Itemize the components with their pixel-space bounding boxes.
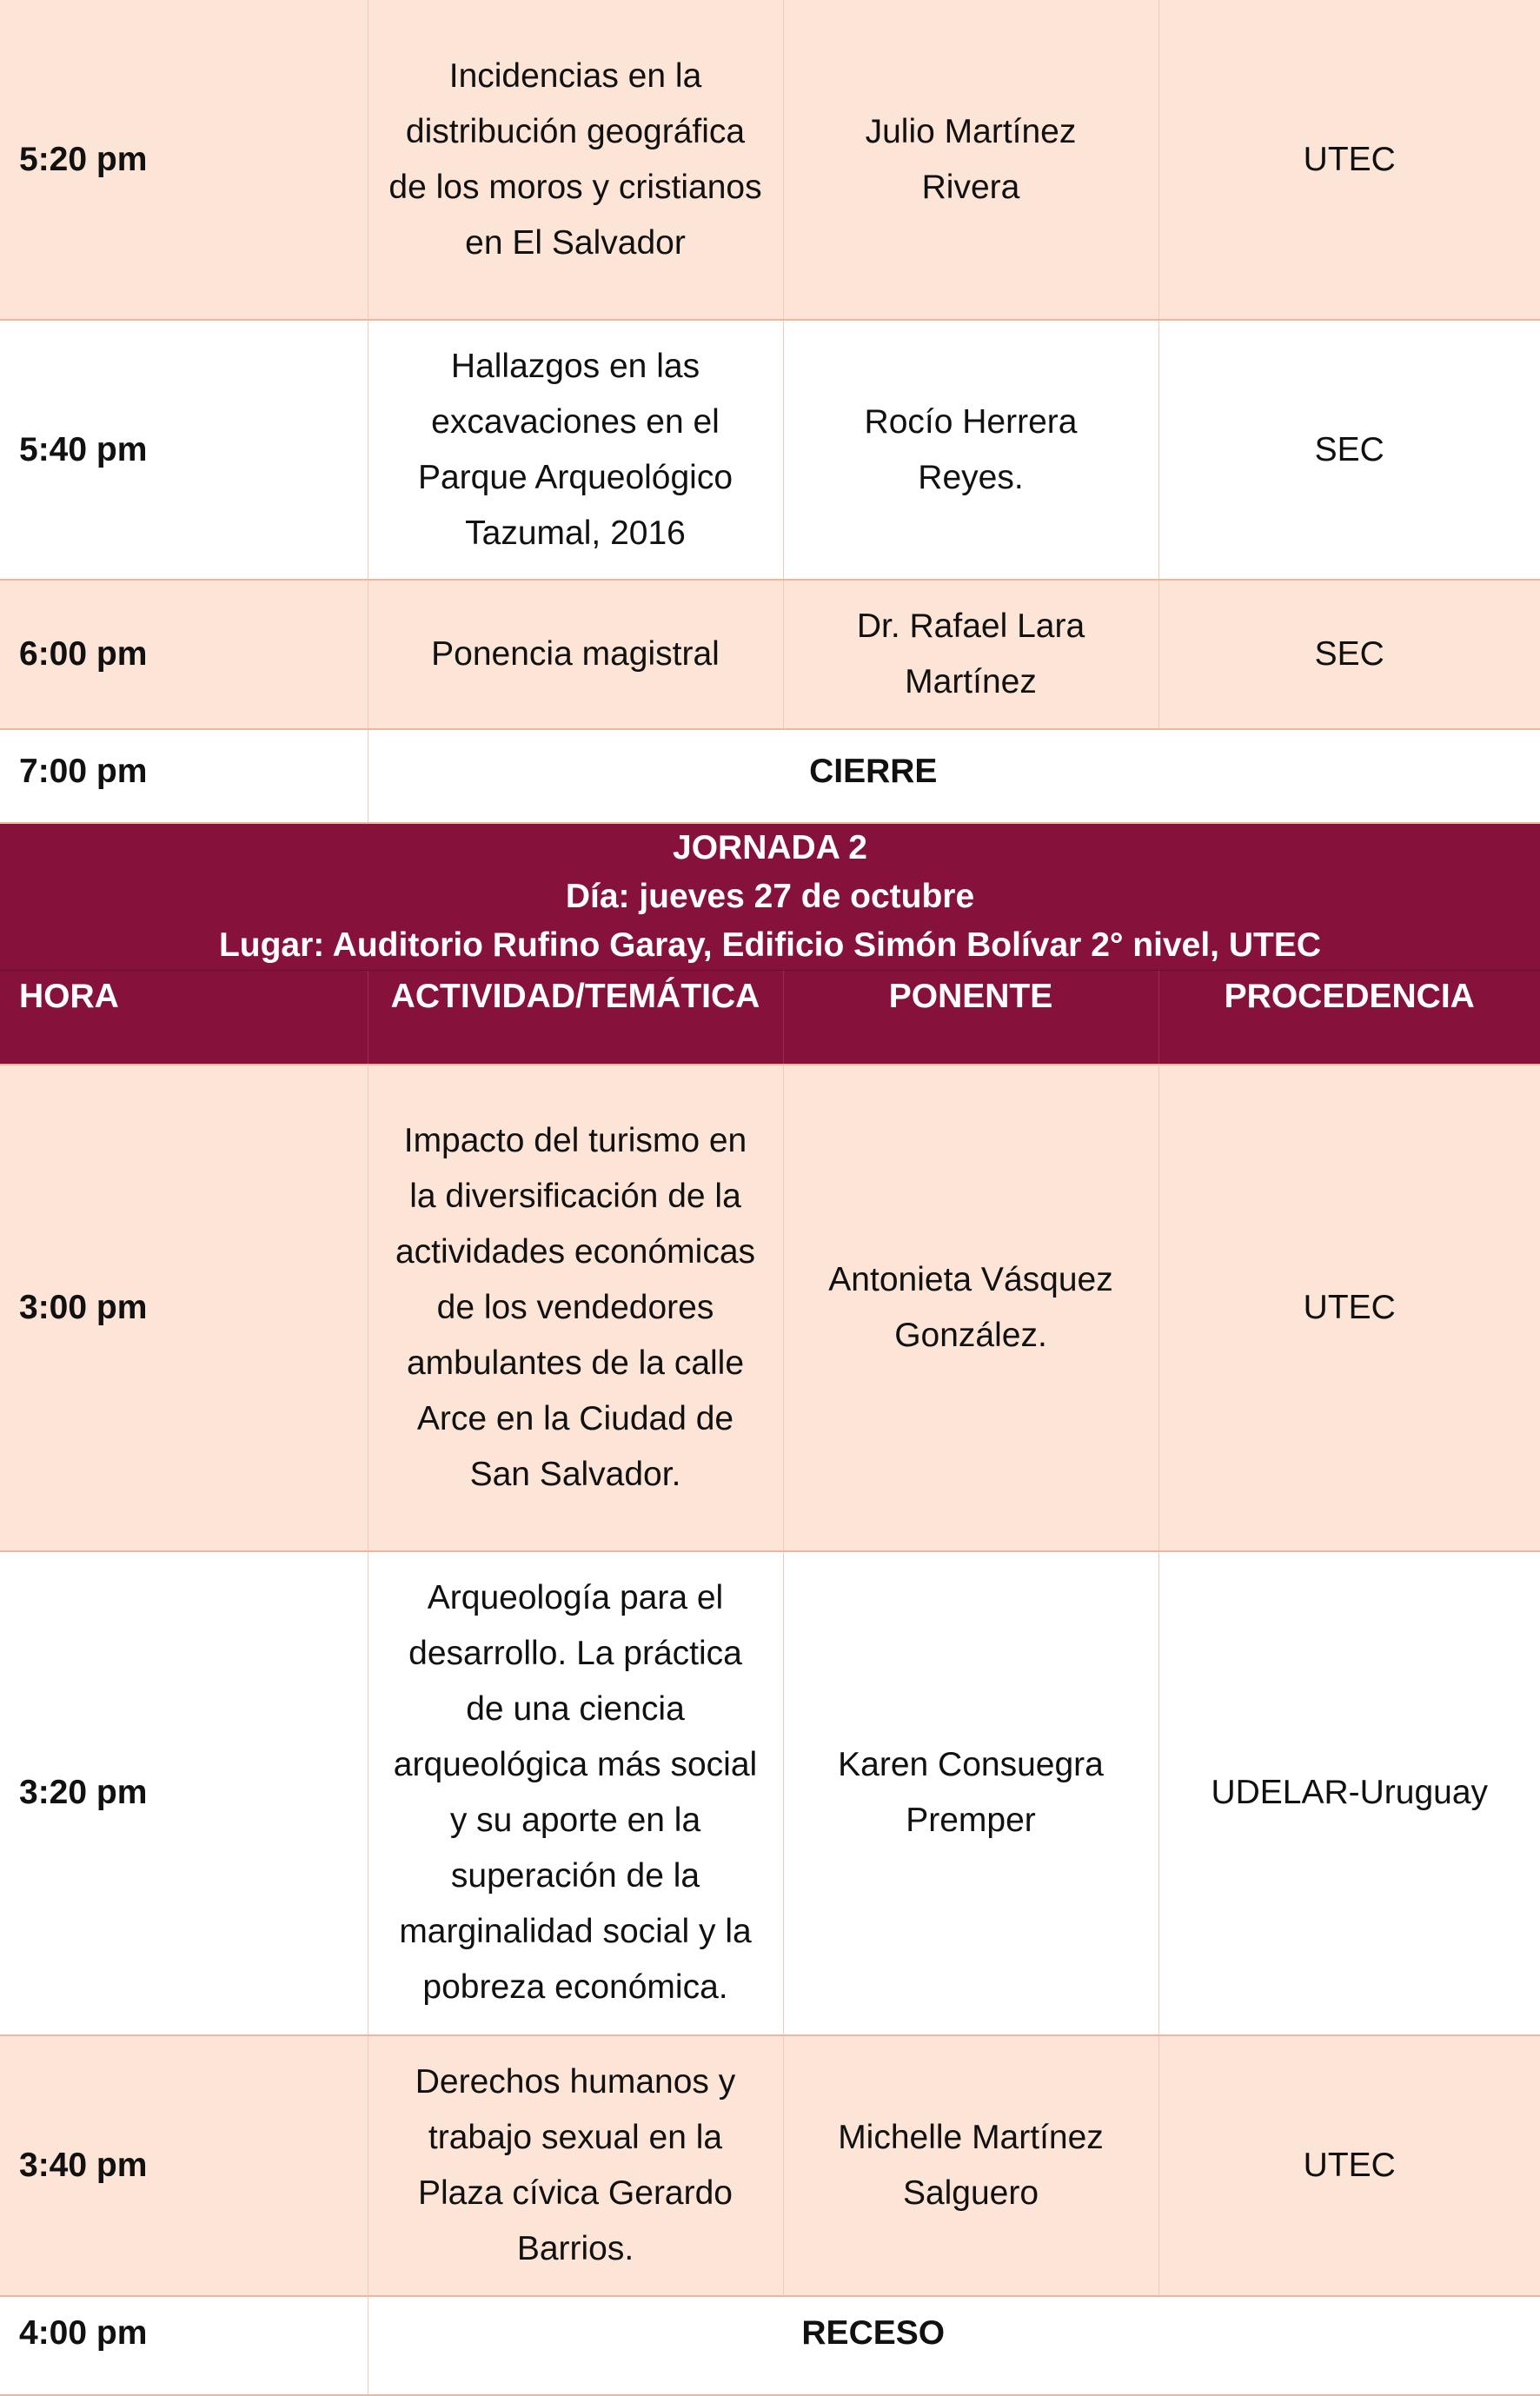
- column-header-actividad: ACTIVIDAD/TEMÁTICA: [368, 971, 783, 1065]
- column-header-hora: HORA: [0, 971, 368, 1065]
- time-cell: 3:00 pm: [0, 1065, 368, 1551]
- jornada-header: [0, 823, 1540, 971]
- time-cell: 3:40 pm: [0, 2035, 368, 2296]
- column-header-procedencia: PROCEDENCIA: [1158, 971, 1540, 1065]
- jornada-date: Día: jueves 27 de octubre: [565, 878, 975, 915]
- activity-cell: Incidencias en la distribución geográfica de los moros y cristianos en El Salvador: [368, 0, 783, 320]
- schedule-row: [0, 1065, 1540, 1551]
- origin-cell: SEC: [1158, 580, 1540, 729]
- jornada-title: JORNADA 2: [673, 829, 867, 866]
- speaker-cell: Julio Martínez Rivera: [783, 0, 1158, 320]
- schedule-row: [0, 2035, 1540, 2296]
- origin-cell: UTEC: [1158, 0, 1540, 320]
- time-cell: 3:20 pm: [0, 1551, 368, 2035]
- schedule-row: [0, 580, 1540, 729]
- jornada-venue: Lugar: Auditorio Rufino Garay, Edificio Simón Bolívar 2° nivel, UTEC: [218, 926, 1322, 964]
- closing-label: CIERRE: [368, 729, 1540, 823]
- schedule-row: [0, 0, 1540, 320]
- closing-row: [0, 729, 1540, 823]
- schedule-row: [0, 1551, 1540, 2035]
- activity-cell: Hallazgos en las excavaciones en el Parque Arqueológico Tazumal, 2016: [368, 320, 783, 580]
- speaker-cell: Antonieta Vásquez González.: [783, 1065, 1158, 1551]
- speaker-cell: Dr. Rafael Lara Martínez: [783, 580, 1158, 729]
- time-cell: 6:00 pm: [0, 580, 368, 729]
- column-header-row: [0, 971, 1540, 1065]
- speaker-cell: Karen Consuegra Premper: [783, 1551, 1158, 2035]
- activity-cell: Arqueología para el desarrollo. La práctica de una ciencia arqueológica más social y su aporte en la superación de la marginalidad social y la pobreza económica.: [368, 1551, 783, 2035]
- time-cell: 5:40 pm: [0, 320, 368, 580]
- schedule-row: [0, 320, 1540, 580]
- column-header-ponente: PONENTE: [783, 971, 1158, 1065]
- activity-cell: Ponencia magistral: [368, 580, 783, 729]
- break-label: RECESO: [368, 2296, 1540, 2395]
- speaker-cell: Michelle Martínez Salguero: [783, 2035, 1158, 2296]
- break-row: [0, 2296, 1540, 2395]
- speaker-cell: Rocío Herrera Reyes.: [783, 320, 1158, 580]
- time-cell: 4:00 pm: [0, 2296, 368, 2395]
- origin-cell: UDELAR-Uruguay: [1158, 1551, 1540, 2035]
- origin-cell: UTEC: [1158, 2035, 1540, 2296]
- activity-cell: Derechos humanos y trabajo sexual en la Plaza cívica Gerardo Barrios.: [368, 2035, 783, 2296]
- origin-cell: UTEC: [1158, 1065, 1540, 1551]
- time-cell: 7:00 pm: [0, 729, 368, 823]
- jornada-header-cell: [0, 823, 1540, 971]
- origin-cell: SEC: [1158, 320, 1540, 580]
- activity-cell: Impacto del turismo en la diversificación de la actividades económicas de los vendedores ambulantes de la calle Arce en la Ciudad de San Salvador.: [368, 1065, 783, 1551]
- time-cell: 5:20 pm: [0, 0, 368, 320]
